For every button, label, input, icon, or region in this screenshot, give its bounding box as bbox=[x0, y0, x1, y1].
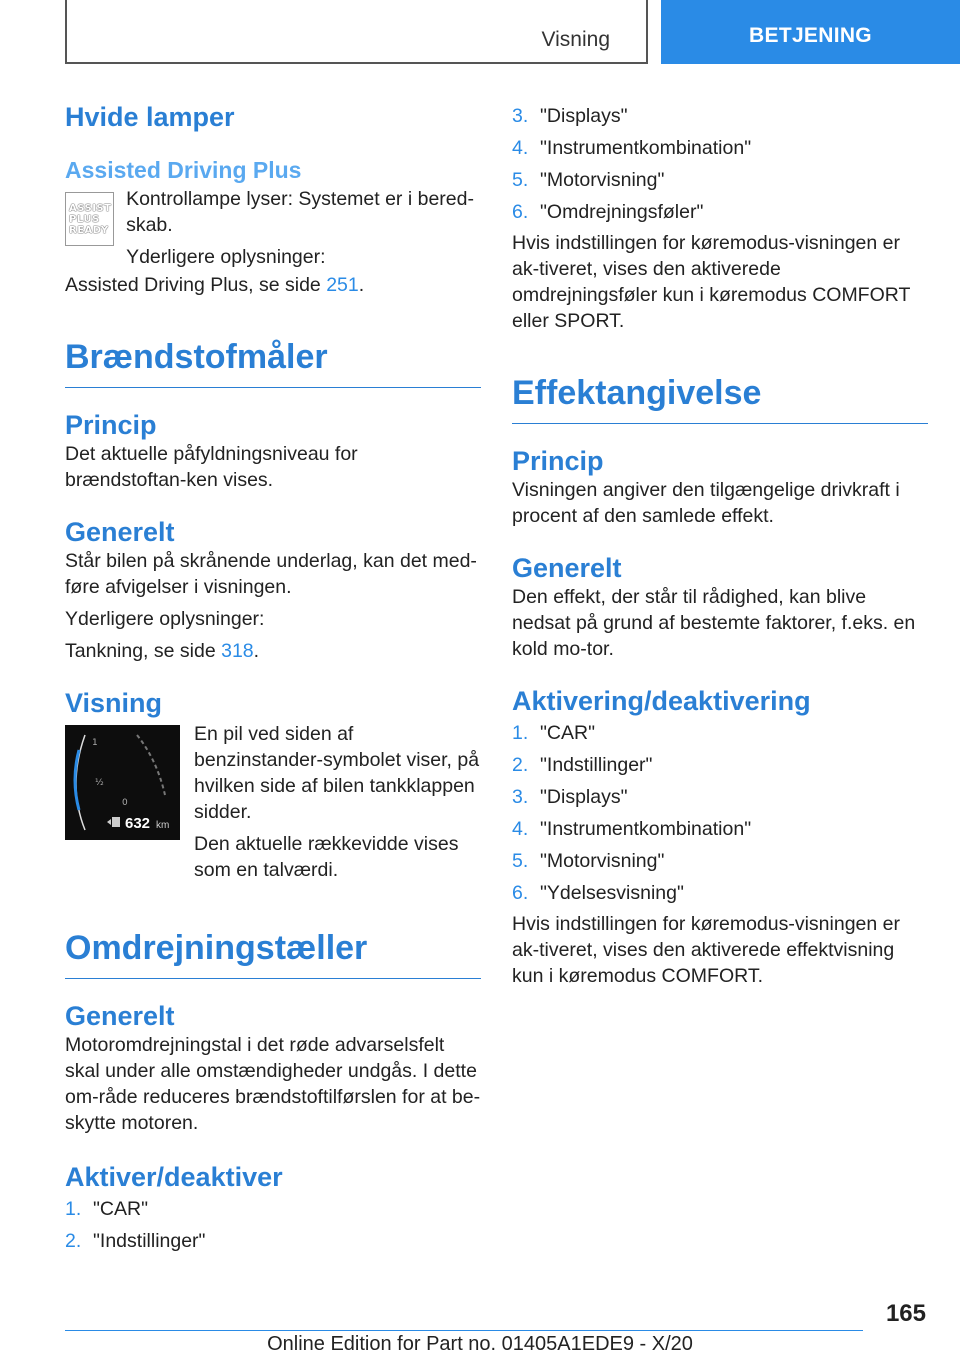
right-princip-text: Visningen angiver den tilgængelige drivkraft i procent af den samlede effekt. bbox=[512, 479, 900, 527]
footer-edition: Online Edition for Part no. 01405A1EDE9 - X/20 bbox=[267, 1333, 693, 1355]
generelt-text: Står bilen på skrånende underlag, kan det med-føre afvigelser i visningen. bbox=[65, 550, 477, 598]
heading-assisted-driving-plus: Assisted Driving Plus bbox=[65, 157, 302, 183]
right-generelt-text: Den effekt, der står til rådighed, kan blive nedsat på grund af bestemte faktorer, f.eks. en kold mo-tor. bbox=[512, 586, 916, 660]
continued-text: Hvis indstillingen for køremodus-visningen er ak-tiveret, vises den aktiverede omdrejningsføler kun i køremodus COMFORT eller SPORT. bbox=[512, 232, 911, 332]
aktiver-list bbox=[65, 1193, 481, 1257]
list-item: 1. "CAR" bbox=[512, 722, 596, 744]
fuel-gauge-image bbox=[65, 725, 180, 840]
right-column bbox=[512, 100, 928, 989]
assisted-reference: Assisted Driving Plus, se side 251. bbox=[65, 274, 365, 296]
list-item: 4. "Instrumentkombination" bbox=[512, 137, 752, 159]
heading-princip: Princip bbox=[65, 410, 157, 440]
heading-visning: Visning bbox=[65, 688, 163, 718]
aktivering-text: Hvis indstillingen for køremodus-visningen er ak-tiveret, vises den aktiverede effektvisning kun i køremodus COMFORT. bbox=[512, 913, 900, 987]
gauge-tick-0: 0 bbox=[122, 798, 128, 808]
assisted-text-2: Yderligere oplysninger: bbox=[126, 246, 326, 268]
list-item: 2. "Indstillinger" bbox=[65, 1230, 206, 1252]
heading-generelt: Generelt bbox=[65, 517, 175, 547]
gauge-range-unit: km bbox=[156, 820, 170, 831]
generelt-more: Yderligere oplysninger: bbox=[65, 608, 265, 630]
chapter-effektangivelse: Effektangivelse bbox=[512, 374, 928, 424]
aktivering-list bbox=[512, 717, 928, 909]
heading-rev-generelt: Generelt bbox=[65, 1001, 175, 1031]
assisted-text-1: Kontrollampe lyser: Systemet er i bered-skab. bbox=[126, 188, 474, 236]
rev-generelt-text: Motoromdrejningstal i det røde advarselsfelt skal under alle omstændigheder undgås. I dette om-råde reduceres brændstoftilførslen for at be-skytte motoren. bbox=[65, 1034, 481, 1134]
gauge-tick-half: ½ bbox=[95, 778, 104, 788]
header-section-title: Visning bbox=[541, 28, 610, 51]
header-chapter-tab[interactable]: BETJENING bbox=[661, 0, 960, 64]
list-item: 6. "Ydelsesvisning" bbox=[512, 882, 684, 904]
heading-aktiver-deaktiver: Aktiver/deaktiver bbox=[65, 1162, 283, 1192]
footer-divider bbox=[65, 1330, 863, 1331]
heading-aktivering-deaktivering: Aktivering/deaktivering bbox=[512, 686, 811, 716]
header-box bbox=[65, 0, 648, 64]
list-item: 5. "Motorvisning" bbox=[512, 169, 665, 191]
list-item: 3. "Displays" bbox=[512, 105, 628, 127]
heading-right-princip: Princip bbox=[512, 446, 604, 476]
list-item: 6. "Omdrejningsføler" bbox=[512, 201, 704, 223]
heading-right-generelt: Generelt bbox=[512, 553, 622, 583]
gauge-tick-1: 1 bbox=[92, 738, 98, 748]
list-item: 4. "Instrumentkombination" bbox=[512, 818, 752, 840]
left-column bbox=[65, 96, 481, 1257]
generelt-reference: Tankning, se side 318. bbox=[65, 640, 260, 662]
gauge-range-value: 632 bbox=[125, 815, 151, 832]
list-item: 5. "Motorvisning" bbox=[512, 850, 665, 872]
page-link-251[interactable]: 251 bbox=[326, 274, 359, 296]
visning-text-2: Den aktuelle rækkevidde vises som en talværdi. bbox=[194, 833, 459, 881]
continued-list bbox=[512, 100, 928, 228]
assist-plus-ready-icon: ASSIST PLUS READY bbox=[65, 192, 114, 246]
chapter-omdrejningstaeller: Omdrejningstæller bbox=[65, 929, 481, 979]
list-item: 1. "CAR" bbox=[65, 1198, 149, 1220]
visning-text-1: En pil ved siden af benzinstander-symbolet viser, på hvilken side af bilen tankklappen sidder. bbox=[194, 723, 480, 823]
list-item: 2. "Indstillinger" bbox=[512, 754, 653, 776]
page-link-318[interactable]: 318 bbox=[221, 640, 254, 662]
list-item: 3. "Displays" bbox=[512, 786, 628, 808]
page-number: 165 bbox=[885, 1300, 926, 1327]
princip-text: Det aktuelle påfyldningsniveau for brændstoftan-ken vises. bbox=[65, 443, 358, 491]
heading-hvide-lamper: Hvide lamper bbox=[65, 102, 235, 132]
chapter-braendstofmaaler: Brændstofmåler bbox=[65, 338, 481, 388]
